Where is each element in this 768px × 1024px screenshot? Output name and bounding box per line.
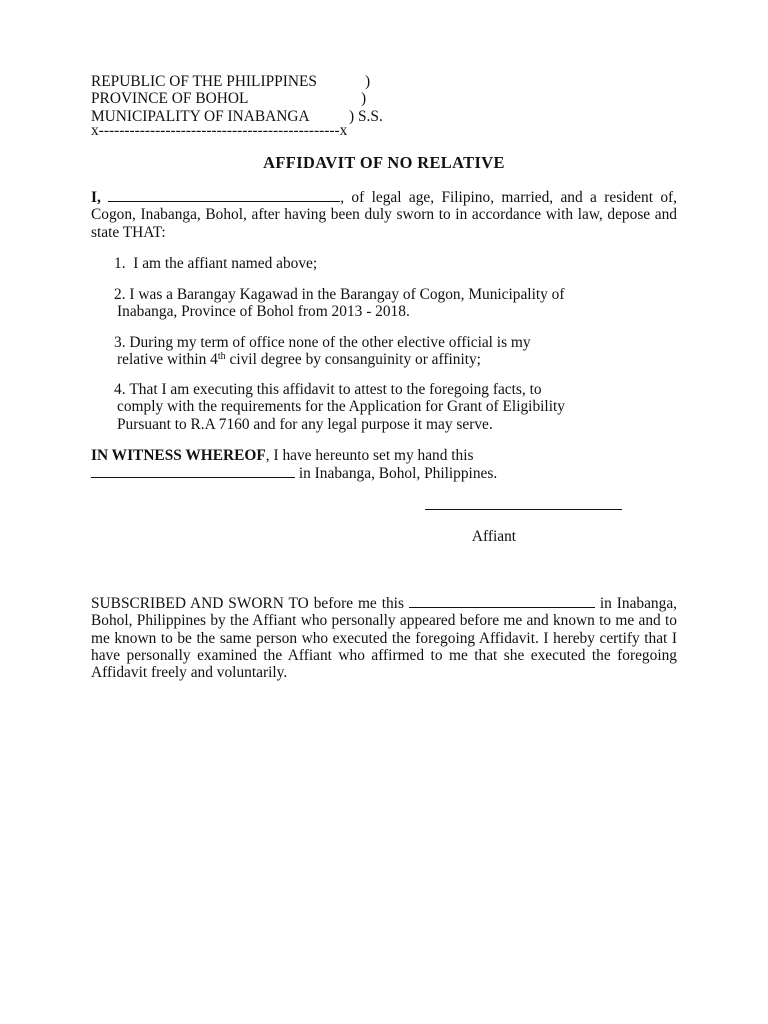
ordinal-superscript: th [217,351,226,363]
list-item-number: 4. [114,381,126,398]
witness-text-continued: in Inabanga, Bohol, Philippines. [295,465,498,483]
witness-lead: IN WITNESS WHEREOF [91,447,266,464]
list-item [114,255,677,272]
list-item [114,334,677,369]
caption-republic: REPUBLIC OF THE PHILIPPINES [91,73,317,90]
list-item-text: I was a Barangay Kagawad in the Barangay of Cogon, Municipality of [129,286,565,303]
list-item-text-continued [114,351,677,368]
caption-province-paren: ) [361,90,367,108]
jurat-text-continued: in Inabanga, Bohol, Philippines by the Affiant who personally appeared before me and known to me and to me known to be the same person who executed the foregoing Affidavit. I hereby certify that I have personally examined the Affiant who affirmed to me that she executed the foregoing Affidavit freely and voluntarily. [91,595,678,682]
affiant-name-blank [108,188,340,202]
list-item [114,286,677,321]
intro-lead: I, [91,189,101,206]
list-item-number: 3. [114,334,126,351]
list-item-text-part: relative within 4 [117,351,218,369]
list-item [114,381,677,433]
caption-line-province [91,90,451,107]
list-item-text-continued: comply with the requirements for the Application for Grant of Eligibility [117,398,565,416]
list-item-text: I am the affiant named above; [133,255,318,272]
caption-ss: ) S.S. [349,107,383,125]
witness-date-blank [91,464,295,478]
list-item-text-continued: Pursuant to R.A 7160 and for any legal purpose it may serve. [117,415,493,433]
intro-text: , of legal age, Filipino, married, and a resident of, Cogon, Inabanga, Bohol, after having been duly sworn to in accordance with law, depose and state THAT: [91,189,677,241]
jurat-paragraph [91,594,677,681]
caption-republic-paren: ) [365,73,371,90]
jurat-text: SUBSCRIBED AND SWORN TO before me this [91,595,404,612]
witness-paragraph [91,447,677,483]
signature-label: Affiant [471,528,517,545]
document-title: AFFIDAVIT OF NO RELATIVE [263,153,505,172]
list-item-text: During my term of office none of the other elective official is my [129,334,531,351]
list-item-number: 2. [114,286,126,303]
list-item-text-continued: Inabanga, Province of Bohol from 2013 - 2018. [117,303,410,321]
list-item-number: 1. [114,255,126,272]
caption-separator: x-----------------------------------------------x [91,122,348,139]
caption-province: PROVINCE OF BOHOL [91,90,249,108]
caption-line-republic [91,73,451,90]
intro-paragraph [91,188,677,241]
jurat-date-blank [409,594,595,608]
list-item-text-part: civil degree by consanguinity or affinity; [225,351,481,369]
witness-text: , I have hereunto set my hand this [265,447,474,464]
list-item-text: That I am executing this affidavit to attest to the foregoing facts, to [129,381,542,398]
signature-line [425,509,622,510]
caption-block [91,73,451,125]
caption-municipality: MUNICIPALITY OF INABANGA [91,107,310,125]
